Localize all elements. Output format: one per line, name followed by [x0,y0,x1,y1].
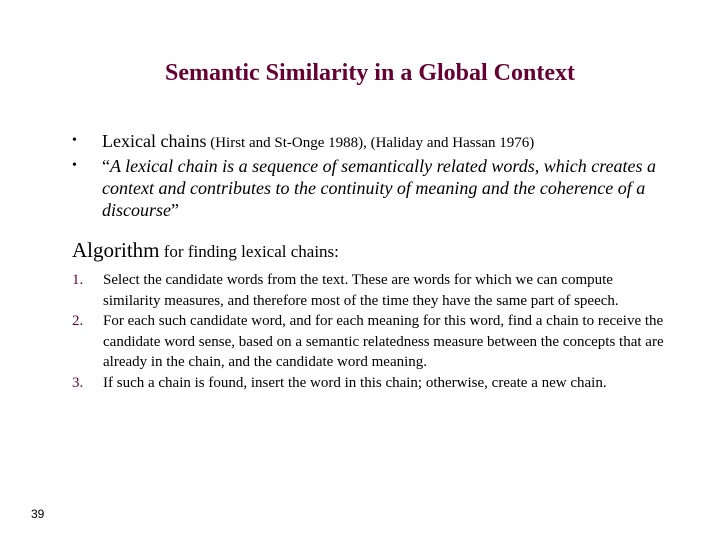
algorithm-heading-rest: for finding lexical chains: [159,242,339,261]
page-number: 39 [31,507,45,521]
algorithm-heading [72,238,339,264]
algorithm-step [72,270,672,311]
bullet-citation-text: (Hirst and St-Onge 1988), (Haliday and Hassan 1976) [206,135,535,151]
bullet-item-definition-quote [72,155,672,221]
bullet-list [72,130,672,222]
step-number: 3. [72,374,84,391]
bullet-marker: • [72,158,77,173]
algorithm-steps [72,270,672,394]
step-text: If such a chain is found, insert the word in this chain; otherwise, create a new chain. [103,374,607,391]
quote-close-mark: ” [171,200,179,220]
algorithm-step [72,373,672,394]
step-number: 1. [72,272,84,288]
bullet-main-text: Lexical chains [102,131,207,151]
slide-title: Semantic Similarity in a Global Context [165,60,575,86]
definition-quote-text: A lexical chain is a sequence of semantically related words, which creates a context and contributes to the continuity of meaning and the coherence of a discourse [102,156,657,220]
step-text: Select the candidate words from the text. These are words for which we can compute similarity measures, and therefore most of the time they have the same part of speech. [103,272,619,309]
step-text: For each such candidate word, and for each meaning for this word, find a chain to receive the candidate word sense, based on a semantic relatedness measure between the concepts that are already in the chain, and the candidate word meaning. [103,313,664,371]
quote-open-mark: “ [102,156,110,176]
algorithm-heading-word: Algorithm [72,238,160,262]
bullet-item-lexical-chains [72,130,672,154]
step-number: 2. [72,313,84,330]
bullet-marker: • [72,133,77,148]
algorithm-step [72,311,672,373]
